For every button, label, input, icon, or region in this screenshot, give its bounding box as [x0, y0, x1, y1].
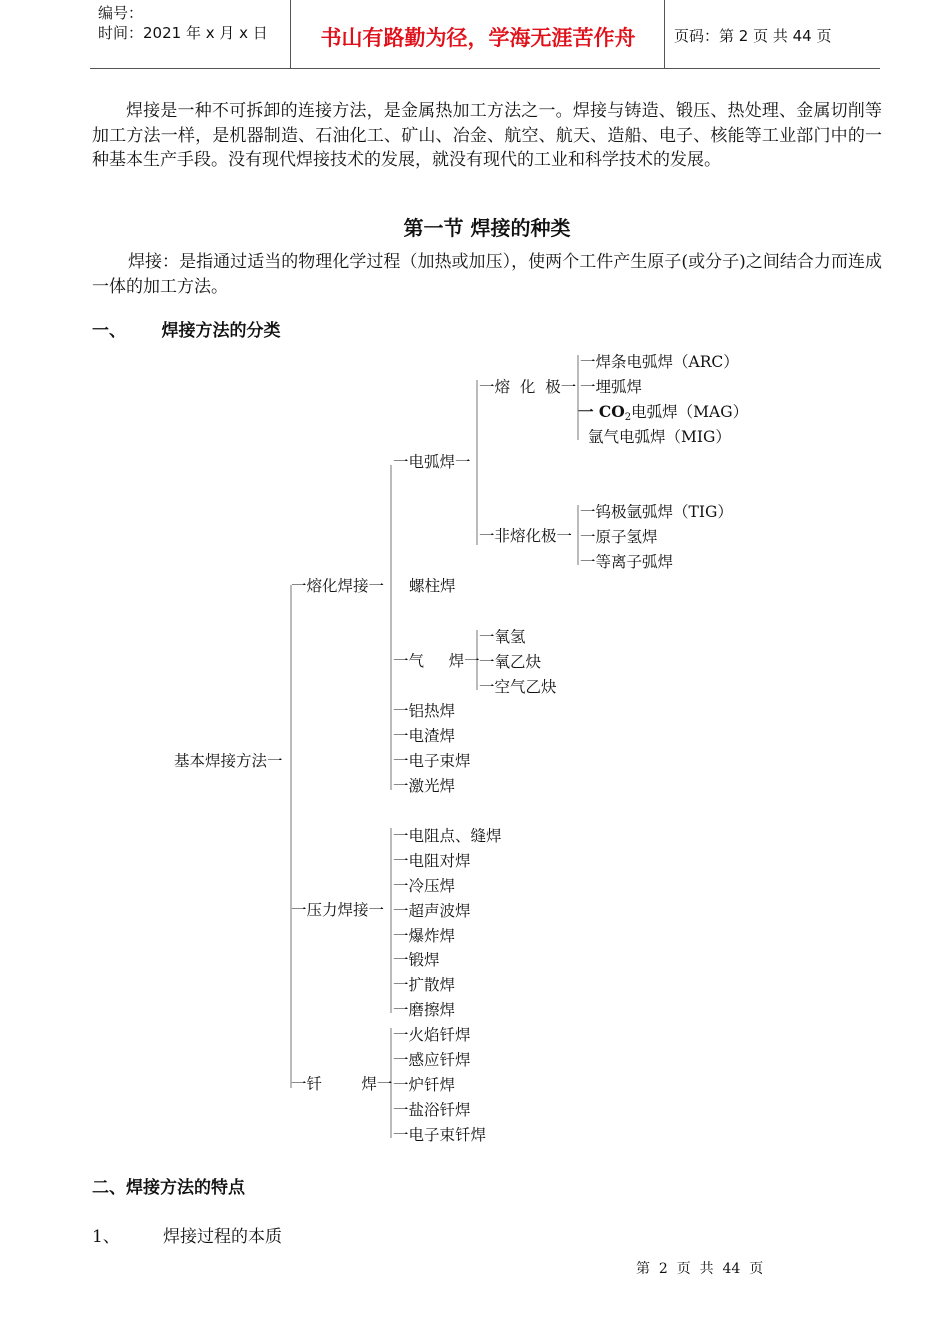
tree-brazing: 一钎 焊一 [291, 1075, 393, 1093]
tree-electroslag-welding: 一电渣焊 [393, 727, 456, 745]
tree-fusion-welding: 一熔化焊接一 [291, 577, 385, 595]
tree-leaf: 一空气乙炔 [479, 678, 557, 696]
tree-electron-beam-welding: 一电子束焊 [393, 752, 471, 770]
tree-leaf: 一火焰钎焊 [393, 1026, 471, 1044]
definition-paragraph: 焊接：是指通过适当的物理化学过程（加热或加压），使两个工件产生原子(或分子)之间结合力而连成一体的加工方法。 [92, 252, 882, 297]
tree-leaf-co2: 一 CO2电弧焊（MAG） [578, 402, 749, 423]
header-page-number: 页码：第 2 页 共 44 页 [674, 27, 832, 45]
tree-thermit-welding: 一铝热焊 [393, 702, 456, 720]
tree-leaf: 一电子束钎焊 [393, 1126, 487, 1144]
tree-leaf: 一扩散焊 [393, 976, 456, 994]
subsection-classification: 一、 焊接方法的分类 [92, 321, 281, 341]
tree-leaf: 一等离子弧焊 [580, 553, 674, 571]
subsection-characteristics: 二、焊接方法的特点 [92, 1178, 245, 1198]
document-time: 时间：2021 年 x 月 x 日 [98, 24, 268, 42]
tree-leaf: 一锻焊 [393, 951, 440, 969]
tree-leaf: 一磨擦焊 [393, 1001, 456, 1019]
tree-leaf: 一埋弧焊 [580, 378, 643, 396]
tree-leaf: 一电阻对焊 [393, 852, 471, 870]
tree-root: 基本焊接方法一 [174, 752, 283, 770]
tree-consumable-electrode: 一熔 化 极一 [479, 378, 577, 396]
tree-gas-welding: 一气 焊一 [393, 652, 480, 670]
tree-leaf: 一钨极氩弧焊（TIG） [580, 503, 733, 521]
tree-leaf: 氩气电弧焊（MIG） [588, 428, 731, 446]
tree-leaf: 一氧乙炔 [479, 653, 542, 671]
tree-nonconsumable-electrode: 一非熔化极一 [479, 527, 573, 545]
section-title: 第一节 焊接的种类 [403, 216, 571, 240]
tree-leaf: 一爆炸焊 [393, 927, 456, 945]
tree-leaf: 一感应钎焊 [393, 1051, 471, 1069]
tree-leaf: 一原子氢焊 [580, 528, 658, 546]
tree-arc-welding: 一电弧焊一 [393, 453, 471, 471]
tree-leaf: 一超声波焊 [393, 902, 471, 920]
tree-leaf: 一电阻点、缝焊 [393, 827, 502, 845]
tree-leaf: 一冷压焊 [393, 877, 456, 895]
tree-leaf: 一氧氢 [479, 628, 526, 646]
tree-stud-welding: 螺柱焊 [409, 577, 456, 595]
tree-leaf: 一盐浴钎焊 [393, 1101, 471, 1119]
intro-paragraph: 焊接是一种不可拆卸的连接方法，是金属热加工方法之一。焊接与铸造、锻压、热处理、金属切削等加工方法一样，是机器制造、石油化工、矿山、冶金、航空、航天、造船、电子、核能等工业部门中的一种基本生产手段。没有现代焊接技术的发展，就没有现代的工业和科学技术的发展。 [92, 101, 882, 171]
tree-leaf: 一炉钎焊 [393, 1076, 456, 1094]
tree-pressure-welding: 一压力焊接一 [291, 901, 385, 919]
tree-laser-welding: 一激光焊 [393, 777, 456, 795]
tree-leaf: 一焊条电弧焊（ARC） [580, 353, 739, 371]
item-welding-essence: 1、 焊接过程的本质 [92, 1227, 283, 1247]
document-number: 编号： [98, 4, 144, 22]
header-motto: 书山有路勤为径，学海无涯苦作舟 [320, 25, 636, 50]
page-footer: 第 2 页 共 44 页 [636, 1261, 764, 1277]
